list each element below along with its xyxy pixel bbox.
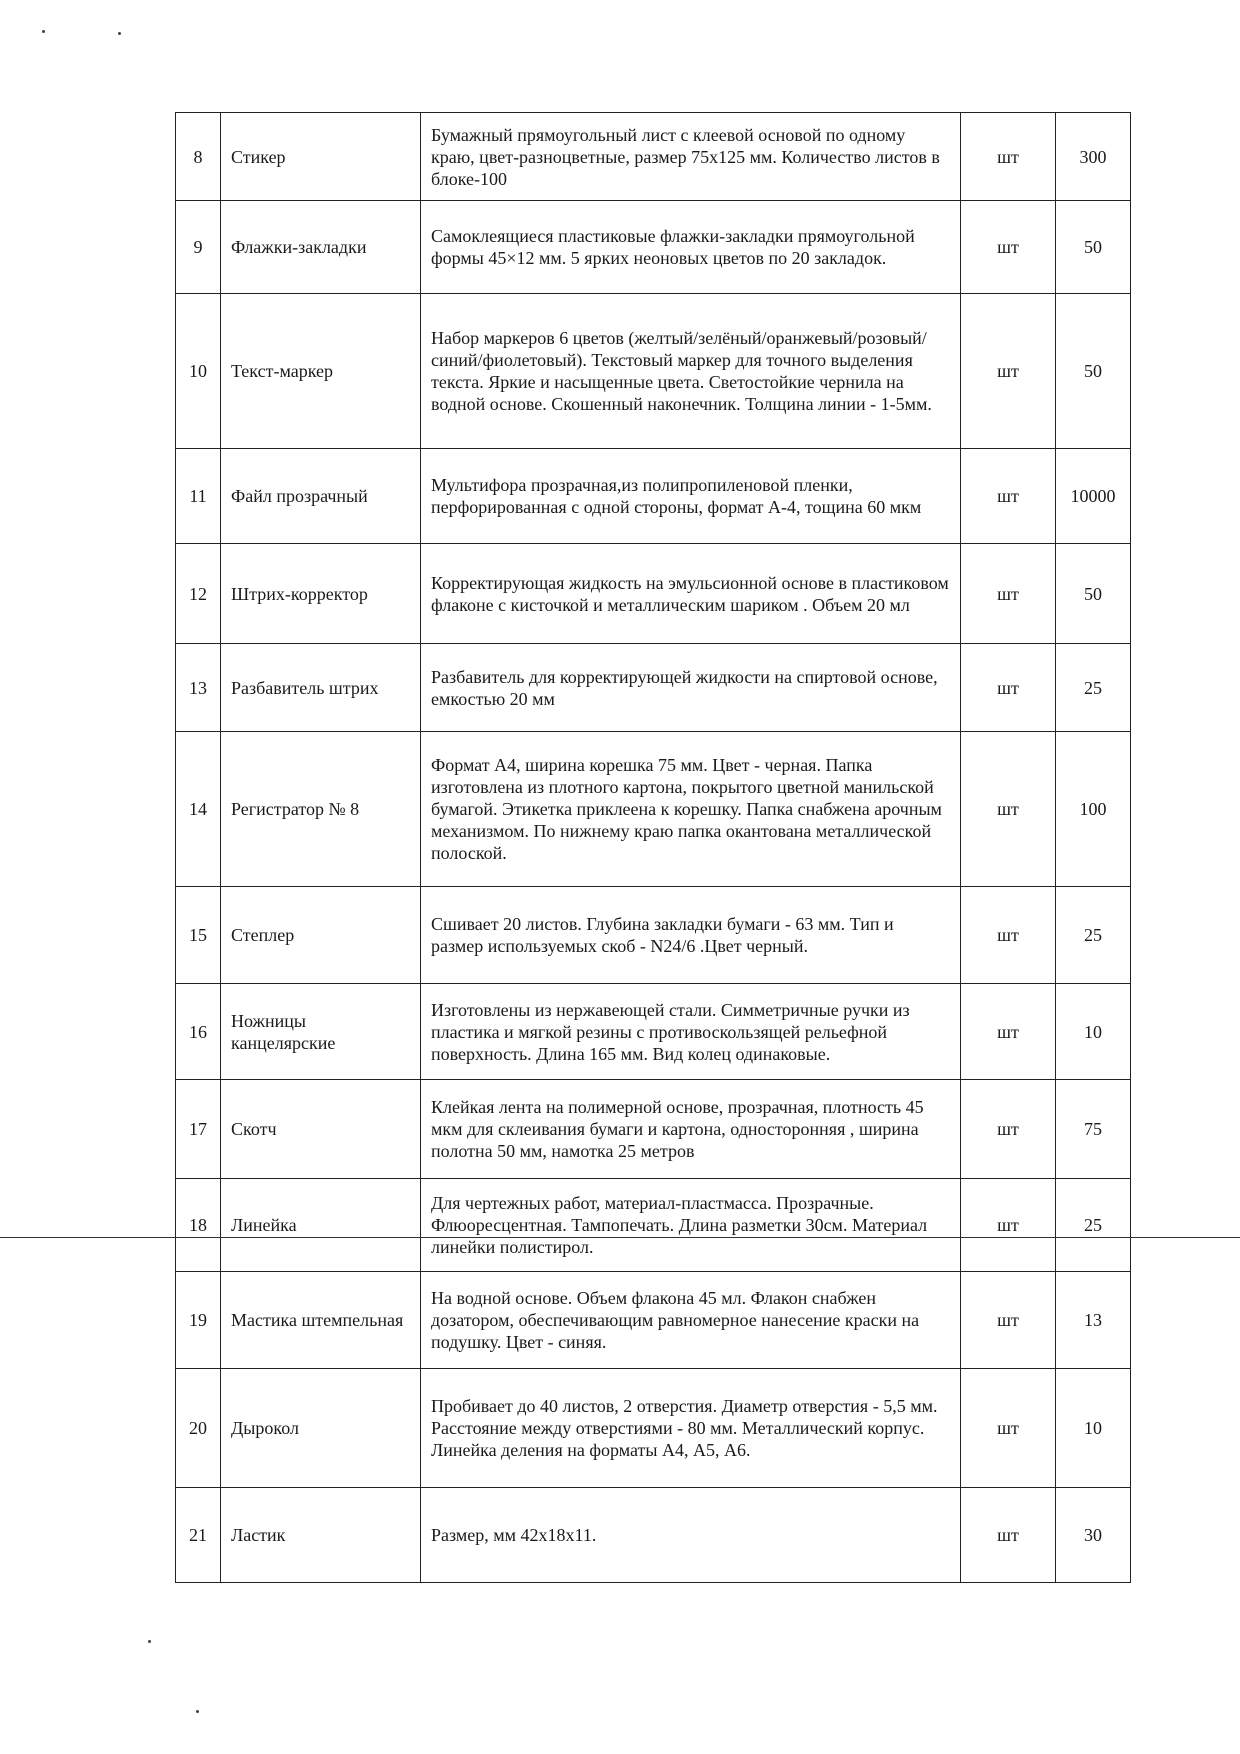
item-name: Ластик bbox=[221, 1488, 421, 1583]
item-name: Мастика штемпельная bbox=[221, 1272, 421, 1369]
item-name: Текст-маркер bbox=[221, 294, 421, 449]
item-description: Формат А4, ширина корешка 75 мм. Цвет - черная. Папка изготовлена из плотного картона, покрытого цветной манильской бумагой. Этикетка приклеена к корешку. Папка снабжена арочным механизмом. По нижнему краю папка окантована металлической полоской. bbox=[421, 732, 961, 887]
table-row bbox=[176, 201, 1131, 294]
row-number: 10 bbox=[176, 294, 221, 449]
item-description: Мультифора прозрачная,из полипропиленовой пленки, перфорированная с одной стороны, формат А-4, тощина 60 мкм bbox=[421, 449, 961, 544]
item-name: Стикер bbox=[221, 113, 421, 201]
item-unit: шт bbox=[961, 984, 1056, 1080]
table-row bbox=[176, 984, 1131, 1080]
table-row bbox=[176, 1179, 1131, 1272]
row-number: 20 bbox=[176, 1369, 221, 1488]
row-number: 14 bbox=[176, 732, 221, 887]
item-unit: шт bbox=[961, 113, 1056, 201]
scan-speck bbox=[196, 1710, 199, 1713]
row-number: 15 bbox=[176, 887, 221, 984]
item-unit: шт bbox=[961, 732, 1056, 887]
item-name: Дырокол bbox=[221, 1369, 421, 1488]
table-row bbox=[176, 294, 1131, 449]
item-quantity: 25 bbox=[1056, 644, 1131, 732]
item-quantity: 50 bbox=[1056, 201, 1131, 294]
item-description: Корректирующая жидкость на эмульсионной основе в пластиковом флаконе с кисточкой и металлическим шариком . Объем 20 мл bbox=[421, 544, 961, 644]
row-number: 12 bbox=[176, 544, 221, 644]
item-unit: шт bbox=[961, 294, 1056, 449]
item-quantity: 50 bbox=[1056, 294, 1131, 449]
item-name: Штрих-корректор bbox=[221, 544, 421, 644]
item-description: Изготовлены из нержавеющей стали. Симметричные ручки из пластика и мягкой резины с противоскользящей рельефной поверхность. Длина 165 мм. Вид колец одинаковые. bbox=[421, 984, 961, 1080]
row-number: 16 bbox=[176, 984, 221, 1080]
item-quantity: 10000 bbox=[1056, 449, 1131, 544]
item-quantity: 75 bbox=[1056, 1080, 1131, 1179]
item-name: Файл прозрачный bbox=[221, 449, 421, 544]
row-number: 18 bbox=[176, 1179, 221, 1272]
item-description: На водной основе. Объем флакона 45 мл. Флакон снабжен дозатором, обеспечивающим равномерное нанесение краски на подушку. Цвет - синяя. bbox=[421, 1272, 961, 1369]
item-description: Для чертежных работ, материал-пластмасса. Прозрачные. Флюоресцентная. Тампопечать. Длина разметки 30см. Материал линейки полистирол. bbox=[421, 1179, 961, 1272]
scan-speck bbox=[118, 32, 121, 35]
item-unit: шт bbox=[961, 1179, 1056, 1272]
item-description: Бумажный прямоугольный лист с клеевой основой по одному краю, цвет-разноцветные, размер 75х125 мм. Количество листов в блоке-100 bbox=[421, 113, 961, 201]
items-table bbox=[175, 112, 1131, 1583]
item-description: Клейкая лента на полимерной основе, прозрачная, плотность 45 мкм для склеивания бумаги и картона, односторонняя , ширина полотна 50 мм, намотка 25 метров bbox=[421, 1080, 961, 1179]
item-name: Ножницы канцелярские bbox=[221, 984, 421, 1080]
item-quantity: 10 bbox=[1056, 1369, 1131, 1488]
item-quantity: 10 bbox=[1056, 984, 1131, 1080]
row-number: 21 bbox=[176, 1488, 221, 1583]
table-row bbox=[176, 644, 1131, 732]
item-unit: шт bbox=[961, 1488, 1056, 1583]
scan-speck bbox=[148, 1640, 151, 1643]
item-quantity: 300 bbox=[1056, 113, 1131, 201]
row-number: 17 bbox=[176, 1080, 221, 1179]
item-name: Линейка bbox=[221, 1179, 421, 1272]
item-description: Разбавитель для корректирующей жидкости на спиртовой основе, емкостью 20 мм bbox=[421, 644, 961, 732]
table-row bbox=[176, 113, 1131, 201]
table-row bbox=[176, 1272, 1131, 1369]
item-description: Пробивает до 40 листов, 2 отверстия. Диаметр отверстия - 5,5 мм. Расстояние между отверстиями - 80 мм. Металлический корпус. Линейка деления на форматы А4, А5, А6. bbox=[421, 1369, 961, 1488]
item-description: Размер, мм 42х18х11. bbox=[421, 1488, 961, 1583]
table-row bbox=[176, 1488, 1131, 1583]
item-unit: шт bbox=[961, 1272, 1056, 1369]
scan-fold-line bbox=[0, 1237, 1240, 1238]
item-description: Сшивает 20 листов. Глубина закладки бумаги - 63 мм. Тип и размер используемых скоб - N24/6 .Цвет черный. bbox=[421, 887, 961, 984]
item-description: Самоклеящиеся пластиковые флажки-закладки прямоугольной формы 45×12 мм. 5 ярких неоновых цветов по 20 закладок. bbox=[421, 201, 961, 294]
row-number: 9 bbox=[176, 201, 221, 294]
item-unit: шт bbox=[961, 644, 1056, 732]
row-number: 8 bbox=[176, 113, 221, 201]
row-number: 13 bbox=[176, 644, 221, 732]
row-number: 11 bbox=[176, 449, 221, 544]
scan-speck bbox=[42, 30, 45, 33]
table-row bbox=[176, 544, 1131, 644]
item-quantity: 50 bbox=[1056, 544, 1131, 644]
table-row bbox=[176, 1080, 1131, 1179]
row-number: 19 bbox=[176, 1272, 221, 1369]
item-quantity: 25 bbox=[1056, 887, 1131, 984]
item-name: Степлер bbox=[221, 887, 421, 984]
item-name: Разбавитель штрих bbox=[221, 644, 421, 732]
item-quantity: 25 bbox=[1056, 1179, 1131, 1272]
item-unit: шт bbox=[961, 887, 1056, 984]
table-row bbox=[176, 1369, 1131, 1488]
item-unit: шт bbox=[961, 449, 1056, 544]
item-quantity: 13 bbox=[1056, 1272, 1131, 1369]
item-unit: шт bbox=[961, 201, 1056, 294]
table-row bbox=[176, 887, 1131, 984]
item-unit: шт bbox=[961, 1080, 1056, 1179]
item-quantity: 30 bbox=[1056, 1488, 1131, 1583]
item-description: Набор маркеров 6 цветов (желтый/зелёный/оранжевый/розовый/синий/фиолетовый). Текстовый маркер для точного выделения текста. Яркие и насыщенные цвета. Светостойкие чернила на водной основе. Скошенный наконечник. Толщина линии - 1-5мм. bbox=[421, 294, 961, 449]
item-name: Регистратор № 8 bbox=[221, 732, 421, 887]
item-unit: шт bbox=[961, 1369, 1056, 1488]
table-row bbox=[176, 449, 1131, 544]
item-name: Скотч bbox=[221, 1080, 421, 1179]
item-quantity: 100 bbox=[1056, 732, 1131, 887]
item-name: Флажки-закладки bbox=[221, 201, 421, 294]
item-unit: шт bbox=[961, 544, 1056, 644]
table-row bbox=[176, 732, 1131, 887]
